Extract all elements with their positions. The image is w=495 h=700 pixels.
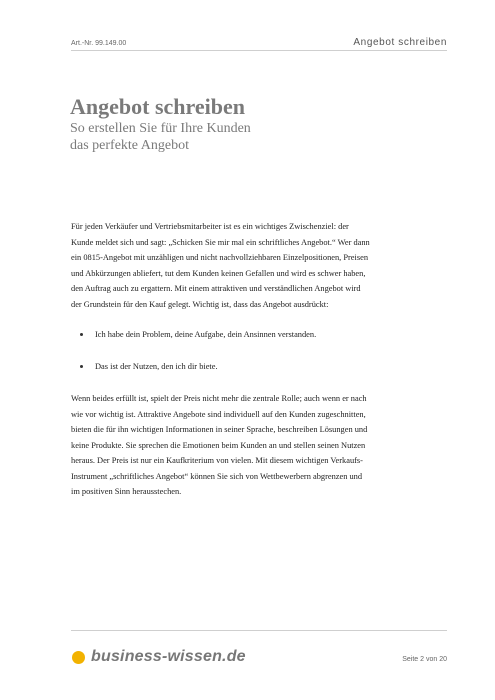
bullet-dot-icon <box>80 365 83 368</box>
subtitle-line-2: das perfekte Angebot <box>70 138 189 153</box>
paragraph-intro: Für jeden Verkäufer und Vertriebsmitarbeiter ist es ein wichtiges Zwischenziel: der Kunde meldet sich und sagt: „Schicken Sie mir mal ein schriftliches Angebot.“ Wer dann ein 0815-Angebot mit unzähligen und nicht nachvollziehbaren Einzelpositionen, Preisen und Abkürzungen abliefert, tut dem Kunden keinen Gefallen und wird es schwer haben, den Auftrag auch zu ergattern. Mit einem attraktiven und verständlichen Angebot wird der Grundstein für den Kauf gelegt. Wichtig ist, dass das Angebot ausdrückt: <box>71 222 370 309</box>
article-number: Art.-Nr. 99.149.00 <box>71 40 127 47</box>
body-text <box>71 219 371 500</box>
bullet-text: Ich habe dein Problem, deine Aufgabe, dein Ansinnen verstanden. <box>95 330 317 339</box>
bullet-item <box>71 327 371 343</box>
footer-divider <box>71 630 447 631</box>
bullet-list <box>71 327 371 374</box>
page-number: Seite 2 von 20 <box>402 656 447 663</box>
header-divider <box>71 50 447 51</box>
bullet-dot-icon <box>80 333 83 336</box>
logo-dot-icon <box>72 651 85 664</box>
page-title: Angebot schreiben <box>70 94 245 119</box>
header-topic: Angebot schreiben <box>353 37 447 48</box>
site-logo[interactable] <box>72 648 246 666</box>
bullet-item <box>71 359 371 375</box>
page-subtitle <box>70 120 251 154</box>
logo-text: business-wissen.de <box>91 648 246 665</box>
bullet-text: Das ist der Nutzen, den ich dir biete. <box>95 361 218 371</box>
paragraph-conclusion: Wenn beides erfüllt ist, spielt der Preis nicht mehr die zentrale Rolle; auch wenn er nach wie vor wichtig ist. Attraktive Angebote sind individuell auf den Kunden zugeschnitten, bieten die für ihn wichtigen Informationen in seiner Sprache, beschreiben Lösungen und keine Produkte. Sie sprechen die Emotionen beim Kunden an und stellen seinen Nutzen heraus. Der Preis ist nur ein Kaufkriterium von vielen. Mit diesem wichtigen Verkaufs-Instrument „schriftliches Angebot“ können Sie sich von Wettbewerbern abgrenzen und im positiven Sinn herausstechen. <box>71 394 368 496</box>
subtitle-line-1: So erstellen Sie für Ihre Kunden <box>70 121 251 136</box>
